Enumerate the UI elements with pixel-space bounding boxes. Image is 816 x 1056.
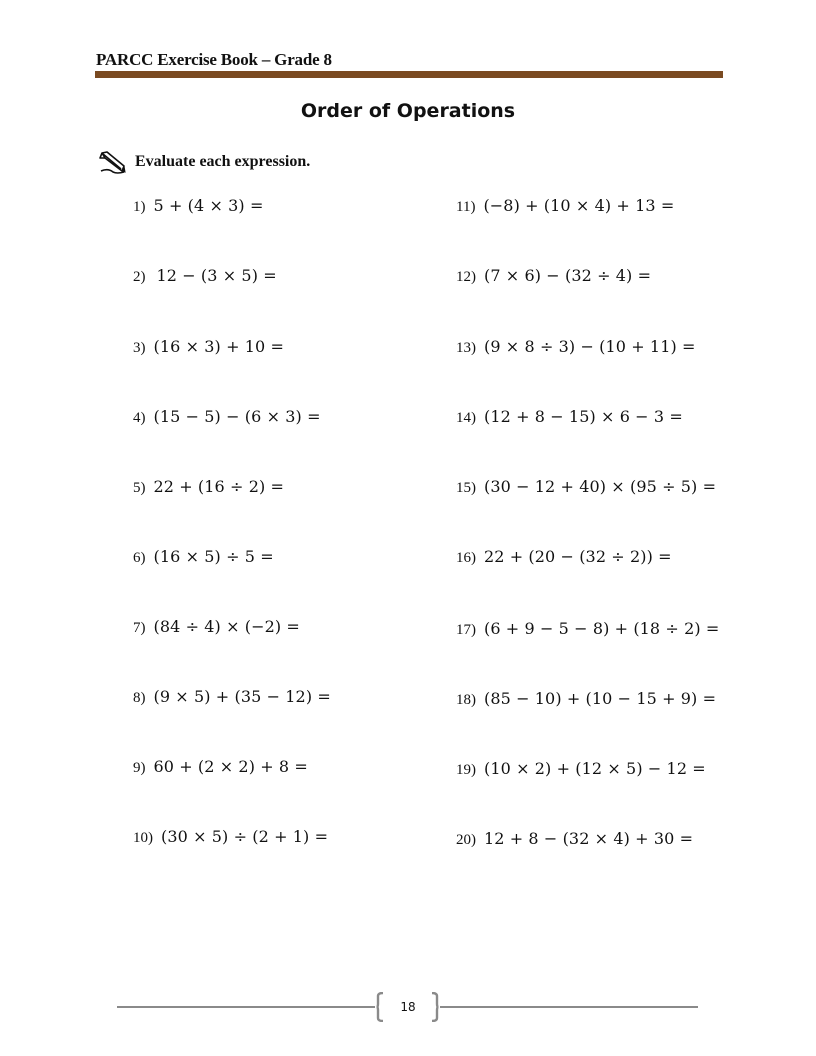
problem-expression: (9 × 5) + (35 − 12) = xyxy=(153,687,331,706)
header-title: PARCC Exercise Book – Grade 8 xyxy=(96,50,332,69)
problem-number: 9) xyxy=(133,760,146,776)
instruction xyxy=(98,148,310,176)
problem-expression: (−8) + (10 × 4) + 13 = xyxy=(483,196,675,215)
right-bracket-icon xyxy=(431,992,439,1022)
pencil-icon xyxy=(98,149,128,175)
problem-number: 13) xyxy=(456,340,476,356)
problem-number: 19) xyxy=(456,762,476,778)
problem-number: 11) xyxy=(456,199,476,215)
problem-item xyxy=(456,477,716,503)
instruction-text: Evaluate each expression. xyxy=(135,153,311,170)
problem-expression: (12 + 8 − 15) × 6 − 3 = xyxy=(484,407,683,426)
problem-item xyxy=(456,196,674,222)
problem-item xyxy=(133,196,263,222)
problem-item xyxy=(456,547,672,573)
footer-rule-left xyxy=(117,1006,375,1008)
left-bracket-icon xyxy=(376,992,384,1022)
problem-number: 6) xyxy=(133,550,146,566)
problem-item xyxy=(456,829,693,855)
problem-item xyxy=(456,759,706,785)
problem-number: 10) xyxy=(133,830,153,846)
problem-item xyxy=(133,617,300,643)
problem-number: 4) xyxy=(133,410,146,426)
problem-item xyxy=(133,407,321,433)
problem-number: 18) xyxy=(456,692,476,708)
page-title: Order of Operations xyxy=(300,100,516,122)
problem-item xyxy=(456,407,683,433)
problem-expression: 12 − (3 × 5) = xyxy=(156,266,277,285)
problem-expression: 12 + 8 − (32 × 4) + 30 = xyxy=(484,829,694,848)
problem-expression: 22 + (20 − (32 ÷ 2)) = xyxy=(484,547,672,566)
problem-item xyxy=(133,757,308,783)
problem-item xyxy=(133,266,277,292)
header-rule xyxy=(95,71,723,78)
problem-expression: (30 − 12 + 40) × (95 ÷ 5) = xyxy=(484,477,717,496)
problem-number: 16) xyxy=(456,550,476,566)
problem-expression: (15 − 5) − (6 × 3) = xyxy=(153,407,321,426)
problem-item xyxy=(133,687,331,713)
problem-number: 8) xyxy=(133,690,146,706)
problem-number: 2) xyxy=(133,269,146,285)
problem-item xyxy=(133,477,284,503)
problem-expression: 22 + (16 ÷ 2) = xyxy=(153,477,285,496)
problem-item xyxy=(133,547,274,573)
problem-item xyxy=(456,337,696,363)
problem-number: 7) xyxy=(133,620,146,636)
footer-rule-right xyxy=(440,1006,698,1008)
problem-number: 14) xyxy=(456,410,476,426)
problem-number: 17) xyxy=(456,622,476,638)
problem-expression: 5 + (4 × 3) = xyxy=(153,196,264,215)
page-number: 18 xyxy=(400,1000,416,1014)
problem-number: 12) xyxy=(456,269,476,285)
problem-expression: (10 × 2) + (12 × 5) − 12 = xyxy=(484,759,706,778)
problem-expression: (30 × 5) ÷ (2 + 1) = xyxy=(161,827,329,846)
problem-expression: (7 × 6) − (32 ÷ 4) = xyxy=(484,266,652,285)
problem-item xyxy=(133,827,328,853)
problem-expression: (85 − 10) + (10 − 15 + 9) = xyxy=(484,689,717,708)
problem-expression: (16 × 3) + 10 = xyxy=(153,337,285,356)
problem-expression: (84 ÷ 4) × (−2) = xyxy=(153,617,300,636)
problem-number: 20) xyxy=(456,832,476,848)
problem-expression: (6 + 9 − 5 − 8) + (18 ÷ 2) = xyxy=(484,619,720,638)
problem-item xyxy=(456,266,651,292)
problem-item xyxy=(456,689,716,715)
problem-expression: (16 × 5) ÷ 5 = xyxy=(153,547,274,566)
problem-number: 5) xyxy=(133,480,146,496)
problem-number: 1) xyxy=(133,199,146,215)
problem-expression: 60 + (2 × 2) + 8 = xyxy=(153,757,308,776)
problem-number: 3) xyxy=(133,340,146,356)
problem-number: 15) xyxy=(456,480,476,496)
problem-item xyxy=(456,619,719,645)
problem-item xyxy=(133,337,284,363)
problem-expression: (9 × 8 ÷ 3) − (10 + 11) = xyxy=(484,337,696,356)
